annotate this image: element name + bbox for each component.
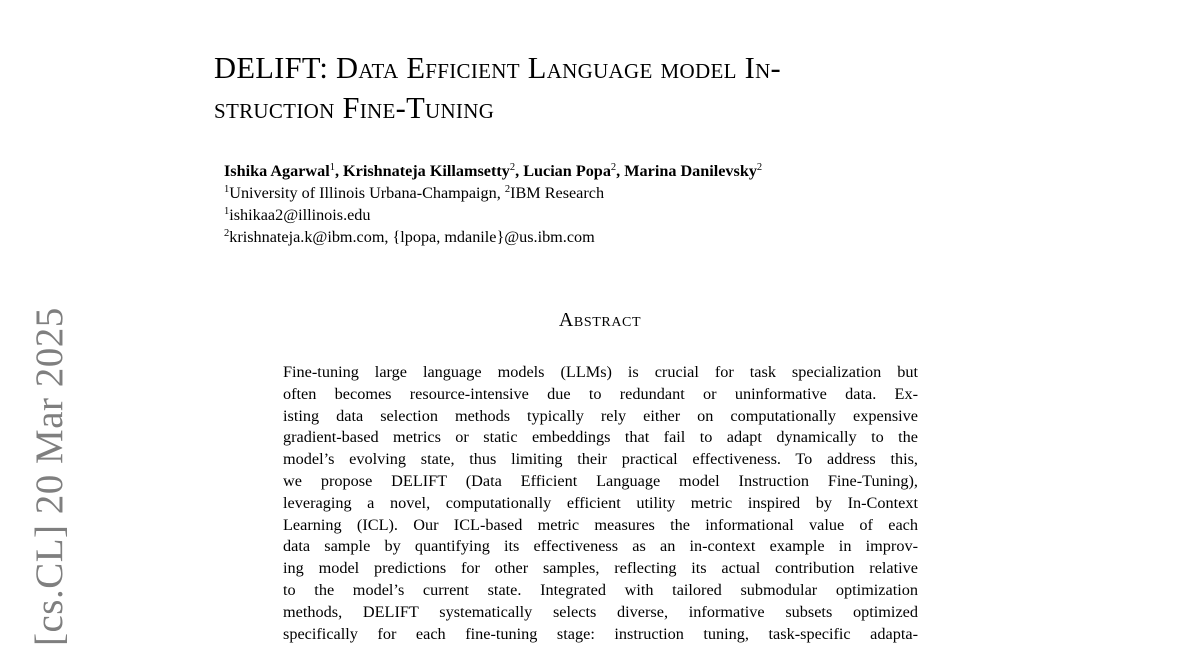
abstract-line: Learning (ICL). Our ICL-based metric measures the informational value of each [283, 515, 918, 534]
title-line-2-segment-0: struction Fine-Tuning [214, 91, 495, 125]
author-affiliation-mark: 2 [756, 162, 763, 173]
abstract-line: isting data selection methods typically rely either on computationally expensive [283, 406, 918, 425]
title-line-1 [214, 48, 1014, 88]
abstract-line: specifically for each fine-tuning stage: instruction tuning, task-specific adapta- [283, 624, 918, 643]
affiliation-text-1: University of Illinois Urbana-Champaign, [229, 184, 505, 202]
author-name: Marina Danilevsky [624, 162, 757, 180]
author-name: Lucian Popa [523, 162, 611, 180]
title-line-2 [214, 88, 1014, 128]
email-sup-1: 1 [224, 206, 230, 217]
title-line-1-segment-1: Data Efficient Language model In- [336, 51, 781, 85]
abstract-heading-text: Abstract [558, 309, 642, 331]
author-names [224, 160, 762, 182]
email-sup-2: 2 [224, 228, 230, 239]
author-affiliation-mark: 1 [329, 162, 335, 173]
affiliation-text-2: IBM Research [510, 184, 605, 202]
author-affiliation-mark: 2 [509, 162, 516, 173]
abstract-line: ing model predictions for other samples, reflecting its actual contribution relative [283, 559, 918, 578]
email-line-1 [224, 204, 762, 226]
abstract-heading [0, 309, 1200, 332]
abstract-line: model’s evolving state, thus limiting their practical effectiveness. To address this, [283, 450, 918, 469]
author-separator: , [515, 162, 524, 180]
affiliation-line [224, 182, 762, 204]
email-text-1[interactable]: ishikaa2@illinois.edu [229, 206, 371, 224]
abstract-line: gradient-based metrics or static embeddings that fail to adapt dynamically to the [283, 428, 918, 447]
abstract-body [283, 362, 918, 645]
author-name: Ishika Agarwal [224, 162, 330, 180]
affiliation-sup-2: 2 [504, 184, 511, 195]
title-line-1-segment-0: DELIFT: [214, 51, 337, 85]
arxiv-stamp [27, 307, 72, 646]
author-separator: , [616, 162, 625, 180]
email-text-2[interactable]: krishnateja.k@ibm.com, {lpopa, mdanile}@us.ibm.com [229, 228, 595, 246]
author-affiliation-mark: 2 [610, 162, 617, 173]
abstract-line: often becomes resource-intensive due to redundant or uninformative data. Ex- [283, 384, 918, 403]
author-name: Krishnateja Killamsetty [343, 162, 510, 180]
email-line-2 [224, 226, 762, 248]
abstract-line: to the model’s current state. Integrated with tailored submodular optimization [283, 580, 918, 599]
abstract-line: methods, DELIFT systematically selects diverse, informative subsets optimized [283, 602, 918, 621]
abstract-line: we propose DELIFT (Data Efficient Language model Instruction Fine-Tuning), [283, 471, 918, 490]
arxiv-stamp-text: [cs.CL] 20 Mar 2025 [28, 307, 71, 646]
abstract-line: Fine-tuning large language models (LLMs) is crucial for task specialization but [283, 363, 918, 381]
abstract-line: leveraging a novel, computationally efficient utility metric inspired by In-Context [283, 493, 918, 512]
author-block [224, 160, 762, 248]
author-separator: , [334, 162, 344, 180]
abstract-line: data sample by quantifying its effectiveness as an in-context example in improv- [283, 537, 918, 556]
paper-title [214, 48, 1014, 128]
affiliation-sup-1: 1 [224, 184, 230, 195]
